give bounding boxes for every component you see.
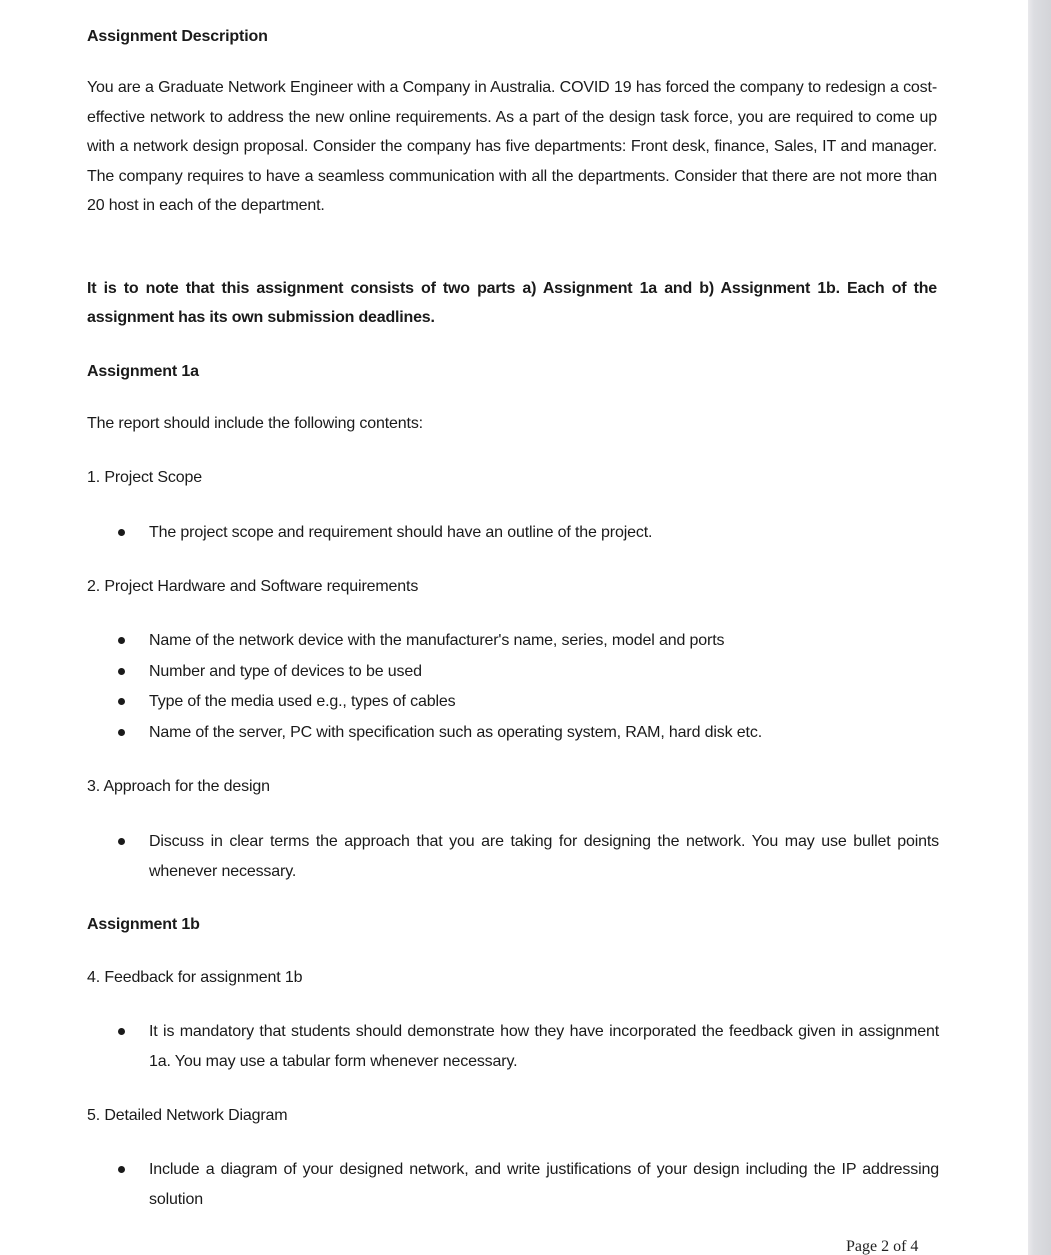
list-item-text: Discuss in clear terms the approach that you are taking for designing the network. You may use bullet points whenever necessary.: [149, 833, 939, 880]
bullet-icon: [118, 1166, 125, 1173]
list-item-text: Type of the media used e.g., types of cables: [149, 693, 456, 710]
bullet-icon: [118, 529, 125, 536]
bullet-icon: [118, 698, 125, 705]
document-title: Assignment Description: [87, 28, 268, 45]
section-title-design-approach: 3. Approach for the design: [87, 778, 270, 795]
list-item-text: Name of the network device with the manufacturer's name, series, model and ports: [149, 632, 725, 649]
viewer-edge: [1028, 0, 1051, 1255]
bullet-icon: [118, 1028, 125, 1035]
section-title-hardware-software: 2. Project Hardware and Software requirements: [87, 578, 419, 595]
report-contents-lead: The report should include the following contents:: [87, 415, 423, 432]
assignment-1b-heading: Assignment 1b: [87, 916, 200, 933]
list-item-text: It is mandatory that students should demonstrate how they have incorporated the feedback given in assignment 1a. You may use a tabular form whenever necessary.: [149, 1023, 939, 1070]
list-item-text: Include a diagram of your designed network, and write justifications of your design including the IP addressing solution: [149, 1161, 939, 1208]
list-item-text: Number and type of devices to be used: [149, 663, 422, 680]
section-title-network-diagram: 5. Detailed Network Diagram: [87, 1107, 288, 1124]
intro-paragraph: You are a Graduate Network Engineer with a Company in Australia. COVID 19 has forced the company to redesign a cost-effective network to address the new online requirements. As a part of the design task force, you are required to come up with a network design proposal. Consider the company has five departments: Front desk, finance, Sales, IT and manager. The company requires to have a seamless communication with all the departments. Consider that there are not more than 20 host in each of the department.: [87, 79, 937, 214]
assignment-1a-heading: Assignment 1a: [87, 363, 199, 380]
list-item-text: Name of the server, PC with specification such as operating system, RAM, hard disk etc.: [149, 724, 762, 741]
bullet-icon: [118, 838, 125, 845]
section-title-feedback: 4. Feedback for assignment 1b: [87, 969, 303, 986]
bullet-icon: [118, 729, 125, 736]
bullet-icon: [118, 668, 125, 675]
assignment-note: It is to note that this assignment consists of two parts a) Assignment 1a and b) Assignment 1b. Each of the assignment has its own submission deadlines.: [87, 280, 937, 326]
page-number: Page 2 of 4: [846, 1238, 919, 1255]
section-title-project-scope: 1. Project Scope: [87, 469, 202, 486]
bullet-icon: [118, 637, 125, 644]
list-item-text: The project scope and requirement should have an outline of the project.: [149, 524, 653, 541]
